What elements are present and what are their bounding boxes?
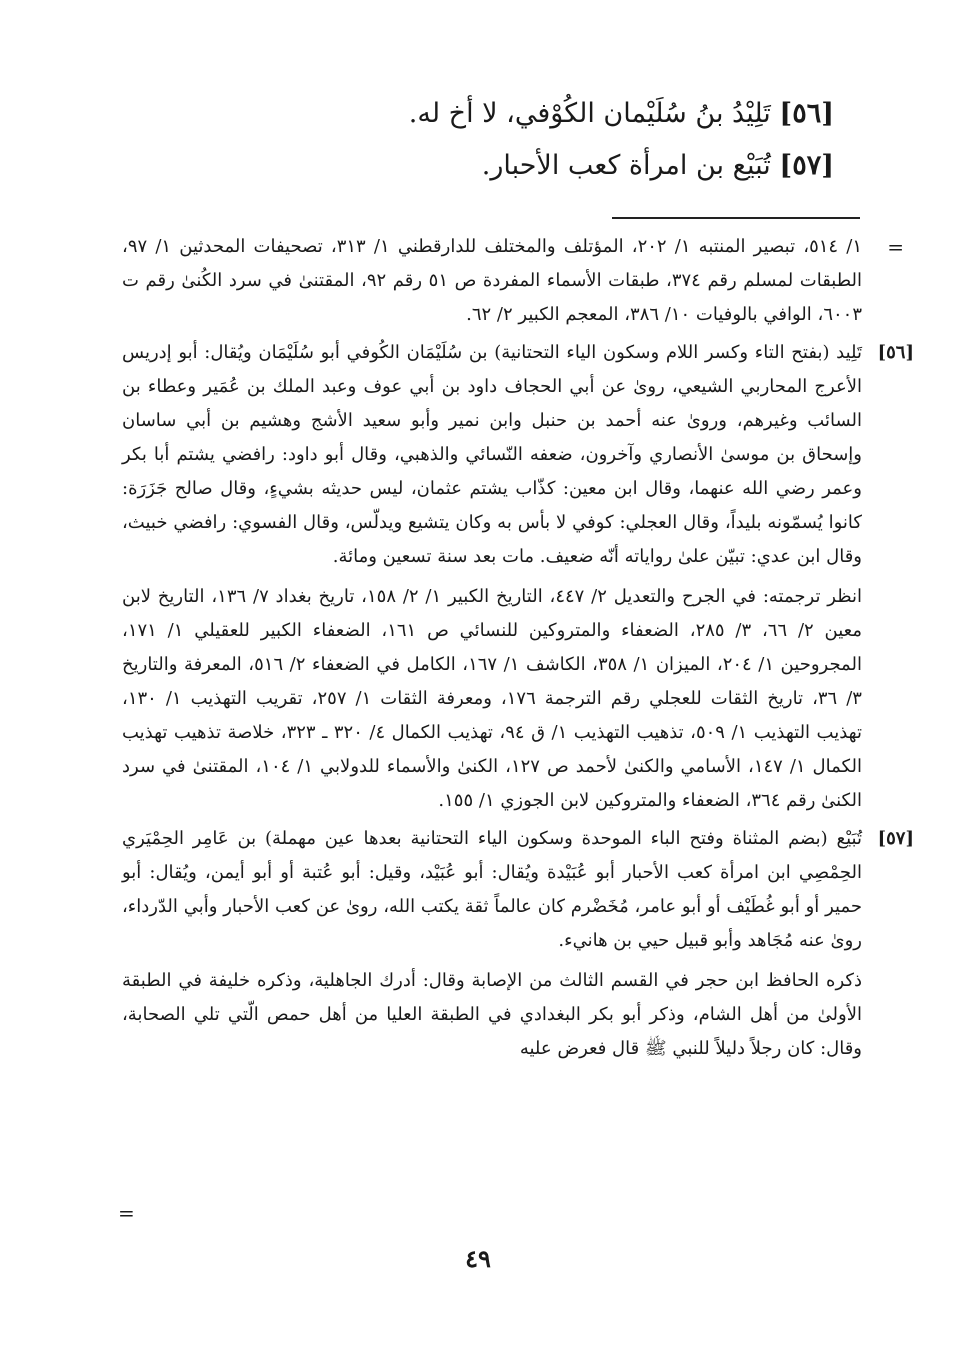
footnote-tag: [٥٦] xyxy=(877,342,914,363)
footnote-text: ١/ ٥١٤، تبصير المنتبه ١/ ٢٠٢، المؤتلف والمختلف للدارقطني ١/ ٣١٣، تصحيفات المحدثين ١/ ٩٧، الطبقات لمسلم رقم ٣٧٤، طبقات الأسماء المفردة ص ٥١ رقم ٩٢، المقتنىٰ في سرد الكُنىٰ رقم ت ٦٠٠٣، الوافي بالوفيات ١٠/ ٣٨٦، المعجم الكبير ٢/ ٦٢. xyxy=(122,236,863,325)
footnote-continued xyxy=(122,230,904,332)
footnote-separator xyxy=(612,217,860,219)
footnotes xyxy=(122,230,914,1066)
entry-number: [٥٦] xyxy=(779,98,834,129)
entry-56 xyxy=(409,98,834,130)
footnote-tag: [٥٧] xyxy=(877,828,914,849)
footnote-57 xyxy=(122,822,914,1066)
continuation-end-mark: = xyxy=(118,1201,135,1225)
entry-57 xyxy=(482,150,834,182)
page-number: ٤٩ xyxy=(465,1244,491,1273)
footnote-bio: تَلِيد (بفتح التاء وكسر اللام وسكون الياء التحتانية) بن سُلَيْمَان الكُوفي أبو سُلَيْمَان ويُقال: أبو إدريس الأعرج المحاربي الشيعي، روىٰ عن أبي الحجاف داود بن أبي عوف وعبد الملك بن عُمَير وعطاء بن السائب وغيرهم، وروىٰ عنه أحمد بن حنبل وابن نمير وأبو سعيد الأشج وهشيم بن أبي ساسان وإسحاق بن موسىٰ الأنصاري وآخرون، ضعفه النّسائي والذهبي، وقال أبو داود: رافضي يشتم أبا بكر وعمر رضي الله عنهما، وقال ابن معين: كذّاب يشتم عثمان، ليس حديثه بشيءٍ، وقال صالح جَزَرَة: كانوا يُسمّونه بليداً، وقال العجلي: كوفي لا بأس به وكان يتشيع ويدلّس، وقال الفسوي: رافضي خبيث، وقال ابن عدي: تبيّن علىٰ رواياته أنّه ضعيف. مات بعد سنة تسعين ومائة. xyxy=(122,342,862,567)
footnote-56 xyxy=(122,336,914,818)
entry-number: [٥٧] xyxy=(779,150,834,181)
footnote-refs: ذكره الحافظ ابن حجر في القسم الثالث من الإصابة وقال: أدرك الجاهلية، وذكره خليفة في الطبقة الأولىٰ من أهل الشام، وذكر أبو بكر البغدادي في الطبقة العليا من أهل حمص الّتي تلي الصحابة، وقال: كان رجلاً دليلاً للنبي ﷺ قال فعرض عليه xyxy=(122,970,862,1059)
continuation-mark: = xyxy=(887,235,904,259)
entry-text: تُبَيْع بن امرأة كعب الأحبار. xyxy=(481,150,771,181)
footnote-bio: تُبَيْع (بضم المثناة وفتح الباء الموحدة وسكون الياء التحتانية بعدها عين مهملة) بن عَامِر الحِمْيَري الحِمْصِي ابن امرأة كعب الأحبار أبو عُبَيْدة ويُقال: أبو عُبَيْد، وقيل: أبو عُتبة أو أبو أيمن، ويُقال: أبو حمير أو أبو غُطَيْف أو أبو عامر، مُخَضْرم كان عالماً ثقة يكتب الله، روىٰ عن كعب الأحبار وأبي الدّرداء، روىٰ عنه مُجَاهد وأبو قبيل حيي بن هانيء. xyxy=(122,828,862,951)
footnote-refs: انظر ترجمته: في الجرح والتعديل ٢/ ٤٤٧، التاريخ الكبير ١/ ٢/ ١٥٨، تاريخ بغداد ٧/ ١٣٦، التاريخ لابن معين ٢/ ٦٦، ٣/ ٢٨٥، الضعفاء والمتروكين للنسائي ص ١٦١، الضعفاء الكبير للعقيلي ١/ ١٧١، المجروحين ١/ ٢٠٤، الميزان ١/ ٣٥٨، الكاشف ١/ ١٦٧، الكامل في الضعفاء ٢/ ٥١٦، المعرفة والتاريخ ٣/ ٣٦، تاريخ الثقات للعجلي رقم الترجمة ١٧٦، ومعرفة الثقات ١/ ٢٥٧، تقريب التهذيب ١/ ١٣٠، تهذيب التهذيب ١/ ٥٠٩، تذهيب التهذيب ١/ ق ٩٤، تهذيب الكمال ٤/ ٣٢٠ ـ ٣٢٣، خلاصة تذهيب تهذيب الكمال ١/ ١٤٧، الأسامي والكنىٰ لأحمد ص ١٢٧، الكنىٰ والأسماء للدولابي ١/ ١٠٤، المقتنىٰ في سرد الكنىٰ رقم ٣٦٤، الضعفاء والمتروكين لابن الجوزي ١/ ١٥٥. xyxy=(122,586,863,811)
entry-text: تَلِيْدُ بنُ سُلَيْمان الكُوْفي، لا أخ له. xyxy=(408,98,771,129)
